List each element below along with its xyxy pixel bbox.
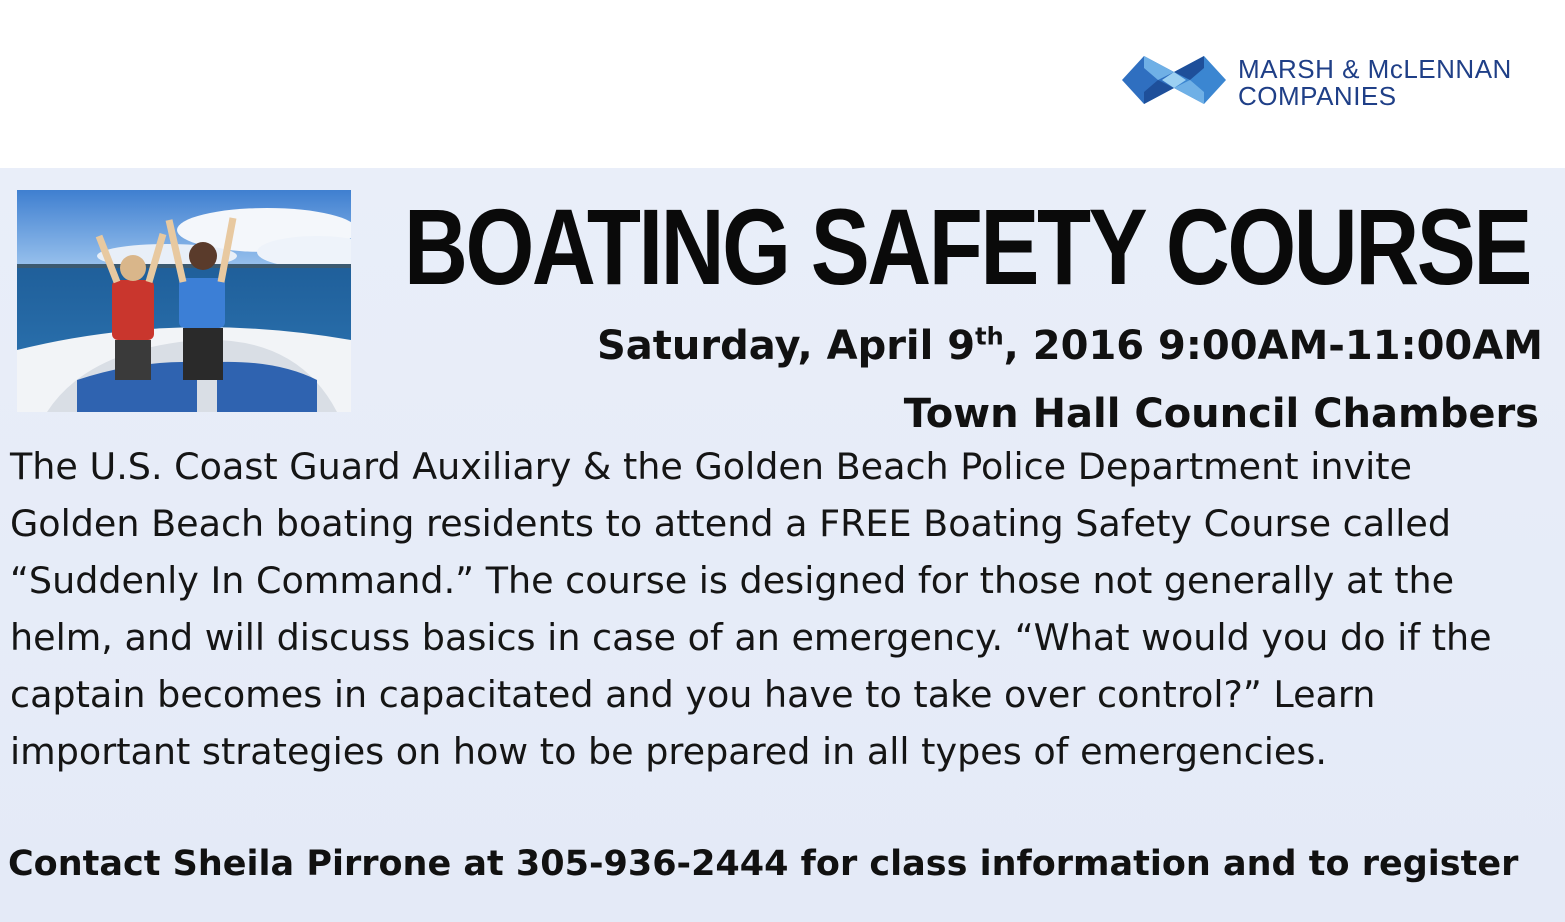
company-name — [1238, 56, 1512, 110]
marsh-mclennan-logo-icon — [1122, 50, 1226, 110]
company-name-line1: MARSH & McLENNAN — [1238, 54, 1512, 84]
children-on-boat-photo — [17, 190, 351, 412]
body-line: helm, and will discuss basics in case of an emergency. “What would you do if the — [10, 616, 1492, 659]
body-line: Golden Beach boating residents to attend a FREE Boating Safety Course called — [10, 502, 1451, 545]
event-date-ordinal: th — [975, 322, 1004, 351]
body-line: important strategies on how to be prepared in all types of emergencies. — [10, 730, 1327, 773]
company-logo — [1122, 50, 1542, 112]
event-date-time — [597, 318, 1543, 374]
event-date-prefix: Saturday, April 9 — [597, 323, 976, 369]
company-name-line2: COMPANIES — [1238, 81, 1397, 111]
flyer-body-text — [10, 438, 1558, 780]
contact-line: Contact Sheila Pirrone at 305-936-2444 for class information and to register — [8, 844, 1519, 884]
event-location: Town Hall Council Chambers — [903, 391, 1539, 437]
event-date-rest: , 2016 9:00AM-11:00AM — [1003, 323, 1543, 369]
body-line: “Suddenly In Command.” The course is designed for those not generally at the — [10, 559, 1455, 602]
body-line: captain becomes in capacitated and you have to take over control?” Learn — [10, 673, 1376, 716]
flyer-title: BOATING SAFETY COURSE — [404, 186, 1530, 307]
body-line: The U.S. Coast Guard Auxiliary & the Golden Beach Police Department invite — [10, 445, 1412, 488]
